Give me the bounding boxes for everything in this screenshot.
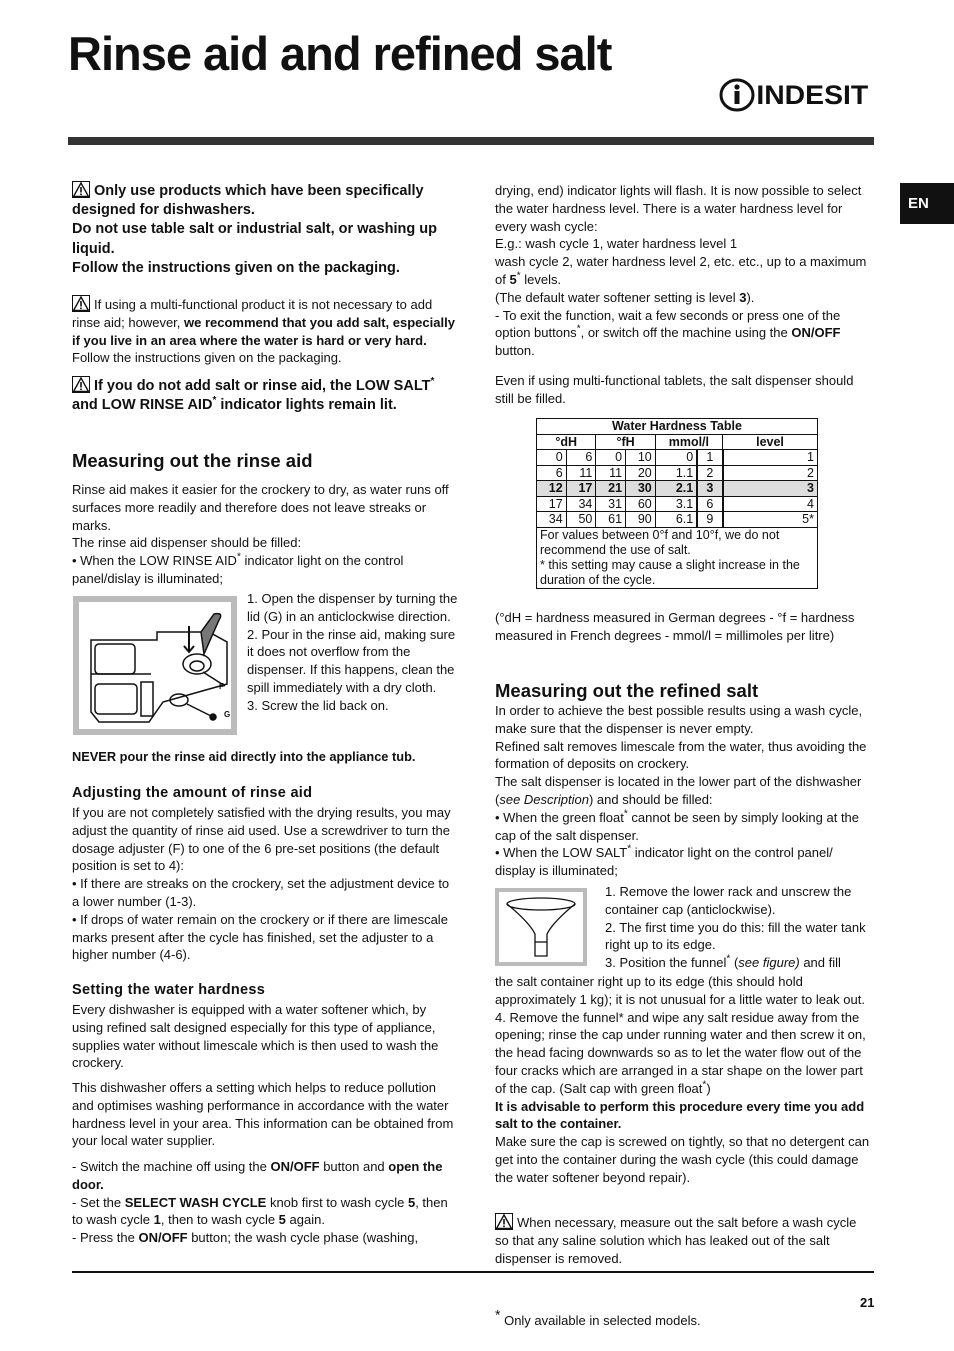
text-run: button.	[495, 343, 535, 359]
text-run: *	[430, 376, 435, 388]
language-tab: EN	[900, 183, 954, 224]
refined-salt-instructions	[495, 973, 873, 1187]
table-cell: 11	[566, 465, 596, 481]
text-run: Rinse aid makes it easier for the crockery to dry, as water runs off surfaces more readily and therefore does not leave streaks or marks.	[72, 482, 449, 533]
text-run: *	[576, 324, 581, 336]
table-cell: 6.1	[655, 512, 697, 528]
col-header: °fH	[596, 434, 655, 450]
indesit-logo	[719, 78, 869, 112]
table-cell: 6	[566, 450, 596, 466]
text-run: • When the LOW RINSE AID	[72, 553, 237, 569]
table-cell: 0	[655, 450, 697, 466]
text-run: Only use products which have been specifically designed for dishwashers.	[72, 183, 424, 219]
text-run: - Switch the machine off using the	[72, 1159, 271, 1174]
text-run: *	[702, 1079, 707, 1091]
text-run: 2. Pour in the rinse aid, making sure it does not overflow from the dispenser. If this happens, clean the spill immediately with a dry cloth.	[247, 626, 456, 695]
text-run: - Press the	[72, 1230, 139, 1246]
text-run: The salt dispenser is located in the lower part of the dishwasher (	[495, 774, 862, 807]
text-run: *	[516, 270, 521, 282]
text-run: indicator light on the control panel/dislay is illuminated;	[72, 553, 404, 586]
text-run: (The default water softener setting is level	[495, 289, 740, 305]
table-cell: 10	[626, 450, 656, 466]
table-cell: 60	[626, 496, 656, 512]
dispenser-illustration	[79, 602, 231, 729]
warning-icon	[495, 1213, 513, 1230]
water-hardness-steps	[72, 1158, 458, 1247]
table-row	[537, 496, 818, 512]
text-run: and fill	[799, 955, 841, 971]
text-run: • If there are streaks on the crockery, set the adjustment device to a lower number (1-3).	[72, 876, 450, 909]
never-pour-warning: NEVER pour the rinse aid directly into the appliance tub.	[72, 749, 416, 764]
table-cell: 90	[626, 512, 656, 528]
header-divider	[68, 137, 874, 145]
indesit-i-icon	[719, 78, 755, 112]
text-run: 3. Position the funnel	[605, 955, 727, 971]
rinse-aid-intro	[72, 481, 458, 588]
multifunctional-note: Even if using multi-functional tablets, the salt dispenser should still be filled.	[495, 373, 854, 406]
text-run: (	[730, 955, 739, 971]
table-cell: 2	[697, 465, 722, 481]
col-header: level	[723, 434, 818, 450]
text-run: • When the LOW SALT	[495, 845, 628, 861]
table-row	[537, 465, 818, 481]
table-title: Water Hardness Table	[537, 419, 818, 435]
text-run: Make sure the cap is screwed on tightly, so that no detergent can get into the container during the wash cycle (this could damage the water softener beyond repair).	[495, 1134, 870, 1185]
text-run: *	[726, 953, 731, 965]
table-cell: 6	[537, 465, 567, 481]
text-run: SELECT WASH CYCLE	[124, 1194, 267, 1210]
text-run: knob first to wash cycle	[266, 1194, 408, 1210]
table-cell: 1	[697, 450, 722, 466]
hardness-legend: (°dH = hardness measured in German degrees - °f = hardness measured in French degrees - mmol/l = millimoles per litre)	[495, 610, 855, 643]
page-title: Rinse aid and refined salt	[68, 27, 612, 80]
footnote	[495, 1306, 701, 1328]
table-note	[537, 527, 818, 588]
text-run: If you are not completely satisfied with the drying results, you may adjust the quantity of rinse aid used. Use a screwdriver to turn the dosage adjuster (F) to one of the 6 pre-set positions (the default position is set to 4):	[72, 805, 451, 874]
text-run: *	[236, 551, 241, 563]
text-run: , or switch off the machine using the	[580, 325, 792, 341]
text-run: wash cycle 2, water hardness level 2, etc. etc., up to a maximum of	[495, 254, 867, 287]
text-run: If using a multi-functional product it is not necessary to add rinse aid; however,	[72, 297, 433, 330]
text-run: In order to achieve the best possible results using a wash cycle, make sure that the dispenser is never empty.	[495, 703, 863, 736]
text-run: and LOW RINSE AID	[72, 397, 213, 414]
salt-funnel-figure	[495, 888, 587, 966]
text-run: see figure)	[738, 955, 800, 971]
text-run: 3. Screw the lid back on.	[247, 697, 389, 713]
table-cell: 34	[566, 496, 596, 512]
table-cell: 50	[566, 512, 596, 528]
funnel-illustration	[499, 892, 583, 962]
text-run: If you do not add salt or rinse aid, the LOW SALT	[94, 378, 431, 394]
label-g: G	[224, 710, 231, 719]
brand-name: INDESIT	[756, 79, 869, 110]
label-f: F	[219, 682, 224, 691]
text-run: Do not use table salt or industrial salt, or washing up liquid.	[72, 221, 437, 257]
table-cell: 3	[697, 481, 722, 497]
text-run: The rinse aid dispenser should be filled:	[72, 535, 302, 551]
adjust-rinse-text	[72, 804, 458, 964]
page-number: 21	[860, 1295, 875, 1310]
text-run: , then to wash cycle	[160, 1212, 279, 1228]
table-cell: 17	[566, 481, 596, 497]
text-run: - Set the	[72, 1194, 125, 1210]
refined-salt-intro	[495, 702, 873, 880]
text-run: indicator light on the control panel/ display is illuminated;	[495, 845, 833, 879]
footer-divider	[72, 1271, 874, 1273]
rinse-aid-dispenser-figure	[73, 596, 237, 735]
text-run: 3	[739, 289, 747, 305]
warning-icon	[72, 181, 90, 198]
text-run: ).	[746, 289, 755, 305]
text-run: ) and should be filled:	[588, 791, 713, 807]
text-run: Refined salt removes limescale from the water, thus avoiding the formation of deposits on crockery.	[495, 738, 867, 772]
rinse-aid-steps	[247, 590, 459, 715]
table-cell: 0	[596, 450, 626, 466]
text-run: the salt container right up to its edge (this should hold approximately 1 kg); it is not unusual for a little water to leak out.	[495, 974, 865, 1007]
water-hardness-heading: Setting the water hardness	[72, 982, 266, 998]
salt-warning-text: When necessary, measure out the salt before a wash cycle so that any saline solution which has leaked out of the salt dispenser is removed.	[495, 1215, 857, 1266]
text-run: indicator lights remain lit.	[216, 397, 397, 414]
text-run: *	[212, 395, 217, 407]
text-run: open the door.	[72, 1159, 443, 1192]
table-cell: 11	[596, 465, 626, 481]
table-row	[537, 450, 818, 466]
text-run: 1. Open the dispenser by turning the lid (G) in an anticlockwise direction.	[247, 591, 458, 624]
text-run: again.	[285, 1212, 325, 1228]
text-run: - To exit the function, wait a few seconds or press one of the option buttons	[495, 307, 841, 341]
table-cell: 34	[537, 512, 567, 528]
table-cell: 9	[697, 512, 722, 528]
text-run: levels.	[520, 271, 562, 287]
table-cell: 3.1	[655, 496, 697, 512]
table-cell: 2.1	[655, 481, 697, 497]
table-cell: 61	[596, 512, 626, 528]
col-header: mmol/l	[655, 434, 722, 450]
warning-multifunctional	[72, 295, 458, 367]
text-run: ON/OFF	[791, 325, 841, 341]
text-run: It is advisable to perform this procedure every time you add salt to the container.	[495, 1098, 865, 1132]
text-run: button and	[319, 1159, 389, 1174]
refined-salt-heading: Measuring out the refined salt	[495, 680, 759, 701]
warning-products	[72, 181, 458, 278]
text-run: we recommend that you add salt, especially if you live in an area where the water is hard or very hard.	[72, 314, 455, 348]
text-run: 4. Remove the funnel* and wipe any salt residue away from the opening; rinse the cap under running water and then screw it on, the head facing downwards so as to let the water flow out of the four cracks which are arranged in a star shape on the lower part of the cap. (Salt cap with green float	[495, 1009, 866, 1096]
table-cell: 31	[596, 496, 626, 512]
footnote-text: Only available in selected models.	[504, 1313, 701, 1328]
water-hardness-p1: Every dishwasher is equipped with a water softener which, by using refined salt designed especially for this type of appliance, supplies water without limescale which is then used to wash the crockery.	[72, 1002, 439, 1071]
text-run: 1	[153, 1212, 161, 1228]
text-run: • If drops of water remain on the crockery or if there are limescale marks present after the cycle has finished, set the adjuster to a higher number (4-6).	[72, 911, 448, 963]
table-cell: 6	[697, 496, 722, 512]
footnote-mark: *	[495, 1306, 501, 1323]
text-run: *	[627, 844, 632, 856]
text-run: see Description	[499, 791, 589, 807]
text-run: Follow the instructions given on the packaging.	[72, 350, 342, 366]
text-run: button; the wash cycle phase (washing,	[187, 1230, 419, 1246]
text-run: , then to wash cycle	[72, 1194, 448, 1228]
text-run: drying, end) indicator lights will flash. It is now possible to select the water hardness level. There is a water hardness level for every wash cycle:	[495, 183, 862, 234]
warning-icon	[72, 376, 90, 393]
text-run: ON/OFF	[270, 1159, 320, 1174]
table-cell: 3	[723, 481, 818, 497]
text-run: 5	[509, 271, 517, 287]
water-hardness-table	[536, 418, 818, 589]
adjust-rinse-heading: Adjusting the amount of rinse aid	[72, 785, 313, 801]
table-cell: 4	[723, 496, 818, 512]
table-cell: 17	[537, 496, 567, 512]
table-cell: 5*	[723, 512, 818, 528]
text-run: 5	[407, 1194, 416, 1210]
refined-salt-steps	[605, 883, 875, 972]
text-run: 1. Remove the lower rack and unscrew the container cap (anticlockwise).	[605, 884, 852, 917]
table-cell: 21	[596, 481, 626, 497]
table-cell: 1.1	[655, 465, 697, 481]
text-run: E.g.: wash cycle 1, water hardness level 1	[495, 236, 738, 252]
table-note-2: * this setting may cause a slight increase in the duration of the cycle.	[540, 557, 800, 587]
water-hardness-p2: This dishwasher offers a setting which helps to reduce pollution and optimises washing performance in accordance with the water hardness level in your area. This information can be obtained from your local water supplier.	[72, 1080, 454, 1149]
text-run: *	[623, 808, 628, 820]
table-row	[537, 481, 818, 497]
text-run: )	[706, 1080, 711, 1096]
col-header: °dH	[537, 434, 596, 450]
text-run: 2. The first time you do this: fill the water tank right up to its edge.	[605, 919, 866, 953]
rinse-aid-heading: Measuring out the rinse aid	[72, 450, 313, 471]
table-cell: 0	[537, 450, 567, 466]
table-cell: 30	[626, 481, 656, 497]
table-cell: 2	[723, 465, 818, 481]
text-run: cannot be seen by simply looking at the cap of the salt dispenser.	[495, 809, 860, 843]
table-note-1: For values between 0°f and 10°f, we do not recommend the use of salt.	[540, 527, 780, 557]
warning-icon	[72, 295, 90, 312]
table-cell: 1	[723, 450, 818, 466]
hardness-continued	[495, 182, 873, 360]
table-cell: 20	[626, 465, 656, 481]
table-cell: 12	[537, 481, 567, 497]
salt-warning	[495, 1213, 873, 1267]
table-row	[537, 512, 818, 528]
warning-indicator-lights	[72, 376, 458, 415]
text-run: 5	[278, 1212, 286, 1228]
text-run: Follow the instructions given on the packaging.	[72, 259, 400, 276]
text-run: ON/OFF	[138, 1230, 188, 1246]
text-run: • When the green float	[495, 809, 624, 825]
